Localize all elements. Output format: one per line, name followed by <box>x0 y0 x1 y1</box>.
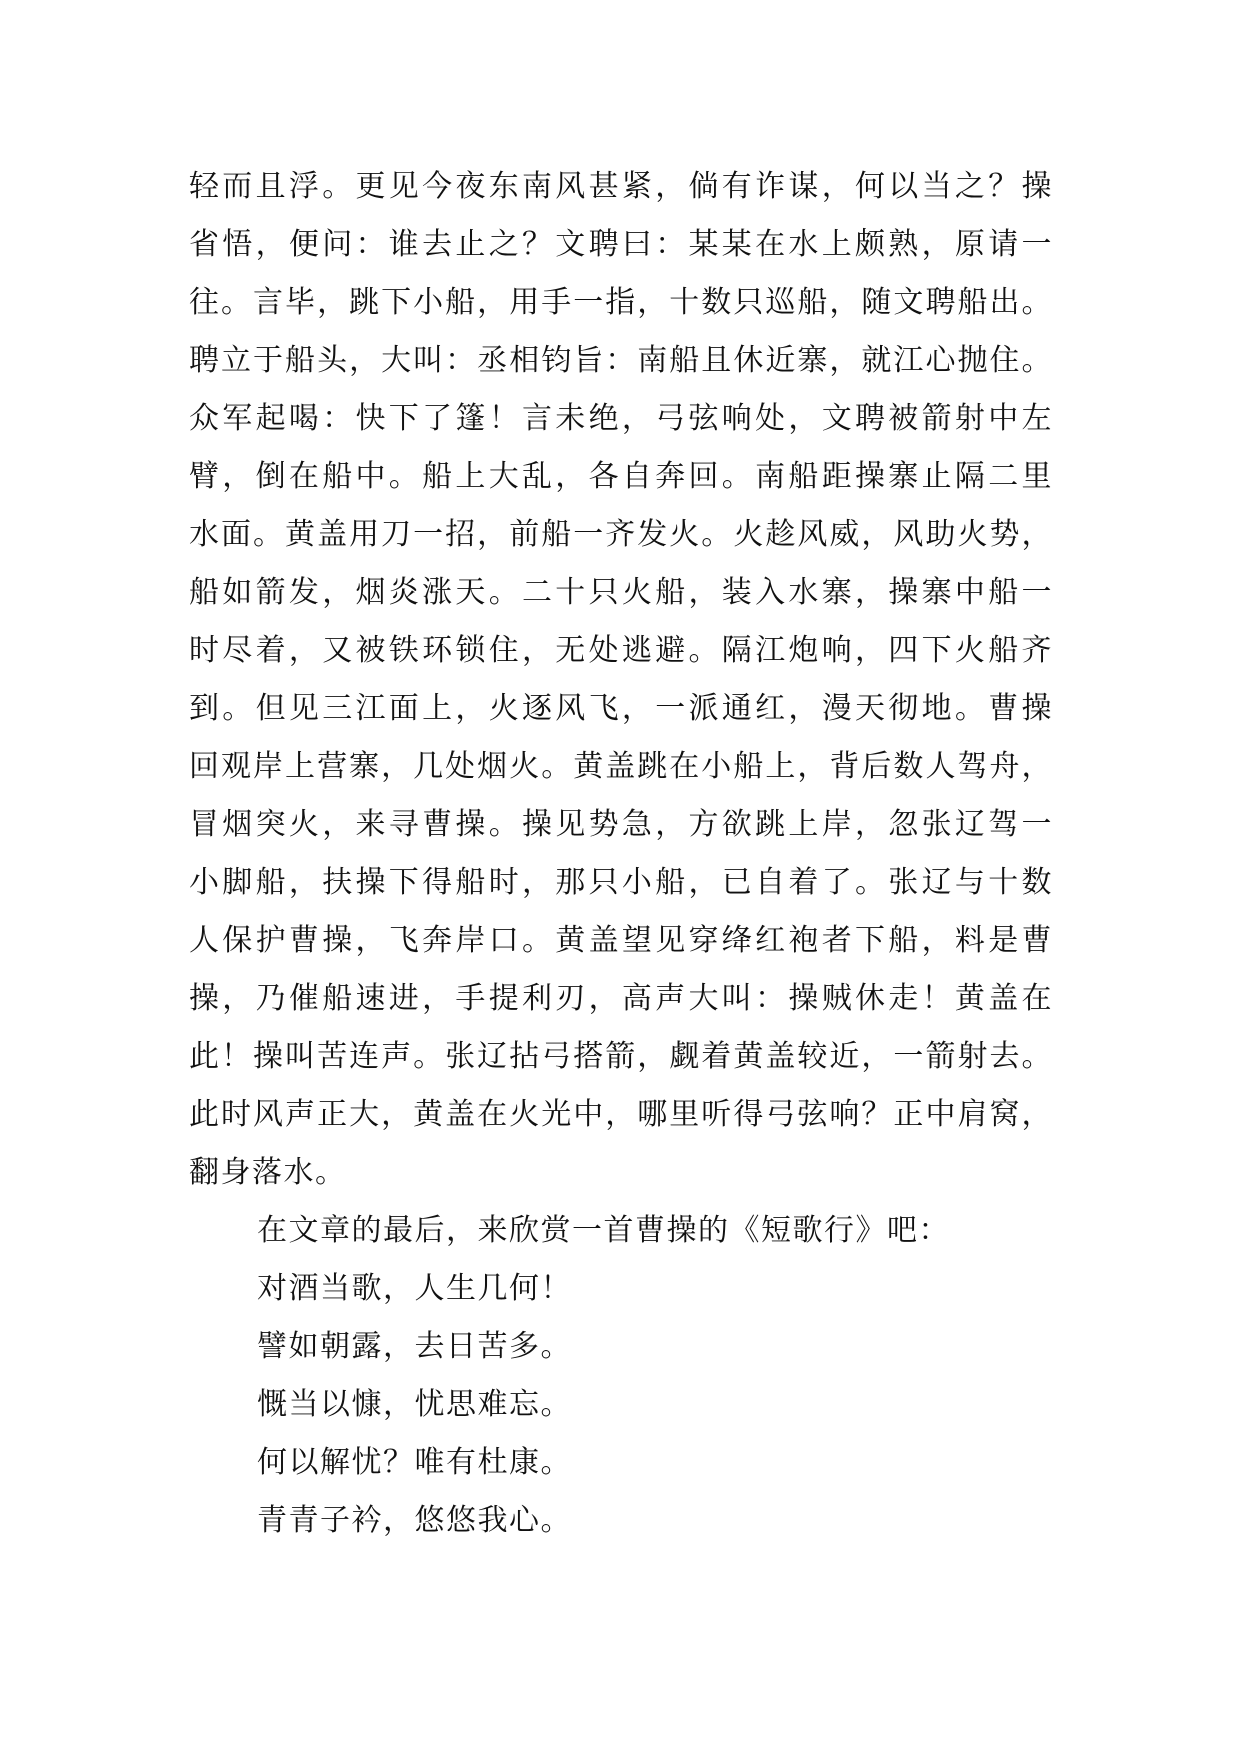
paragraph-line: 小脚船，扶操下得船时，那只小船，已自着了。张辽与十数 <box>189 865 1053 900</box>
paragraph-line: 冒烟突火，来寻曹操。操见势急，方欲跳上岸，忽张辽驾一 <box>189 807 1053 842</box>
document-body <box>189 158 1069 1550</box>
paragraph-line: 往。言毕，跳下小船，用手一指，十数只巡船，随文聘船出。 <box>189 285 1053 320</box>
paragraph-line: 此！操叫苦连声。张辽拈弓搭箭，觑着黄盖较近，一箭射去。 <box>189 1039 1053 1074</box>
paragraph-line: 船如箭发，烟炎涨天。二十只火船，装入水寨，操寨中船一 <box>189 575 1053 610</box>
paragraph-line: 众军起喝：快下了篷！言未绝，弓弦响处，文聘被箭射中左 <box>189 401 1053 436</box>
paragraph-line: 臂，倒在船中。船上大乱，各自奔回。南船距操寨止隔二里 <box>189 459 1053 494</box>
paragraph-line: 操，乃催船速进，手提利刃，高声大叫：操贼休走！黄盖在 <box>189 981 1053 1016</box>
paragraph-line: 时尽着，又被铁环锁住，无处逃避。隔江炮响，四下火船齐 <box>189 633 1053 668</box>
paragraph-line: 到。但见三江面上，火逐风飞，一派通红，漫天彻地。曹操 <box>189 691 1053 726</box>
paragraph-line: 回观岸上营寨，几处烟火。黄盖跳在小船上，背后数人驾舟， <box>189 749 1053 784</box>
poem-line: 何以解忧？唯有杜康。 <box>257 1445 572 1480</box>
poem-line: 慨当以慷，忧思难忘。 <box>257 1387 572 1422</box>
poem-line: 对酒当歌，人生几何！ <box>257 1271 572 1306</box>
paragraph-line: 轻而且浮。更见今夜东南风甚紧，倘有诈谋，何以当之？操 <box>189 169 1053 204</box>
paragraph-line: 聘立于船头，大叫：丞相钧旨：南船且休近寨，就江心抛住。 <box>189 343 1053 378</box>
poem-line: 青青子衿，悠悠我心。 <box>257 1503 572 1538</box>
poem-line: 譬如朝露，去日苦多。 <box>257 1329 572 1364</box>
paragraph-line: 人保护曹操，飞奔岸口。黄盖望见穿绛红袍者下船，料是曹 <box>189 923 1053 958</box>
paragraph-line: 此时风声正大，黄盖在火光中，哪里听得弓弦响？正中肩窝， <box>189 1097 1053 1132</box>
paragraph-line-last: 翻身落水。 <box>189 1155 347 1190</box>
poem-intro-line: 在文章的最后，来欣赏一首曹操的《短歌行》吧： <box>257 1213 950 1248</box>
paragraph-line: 省悟，便问：谁去止之？文聘曰：某某在水上颇熟，原请一 <box>189 227 1053 262</box>
paragraph-line: 水面。黄盖用刀一招，前船一齐发火。火趁风威，风助火势， <box>189 517 1053 552</box>
